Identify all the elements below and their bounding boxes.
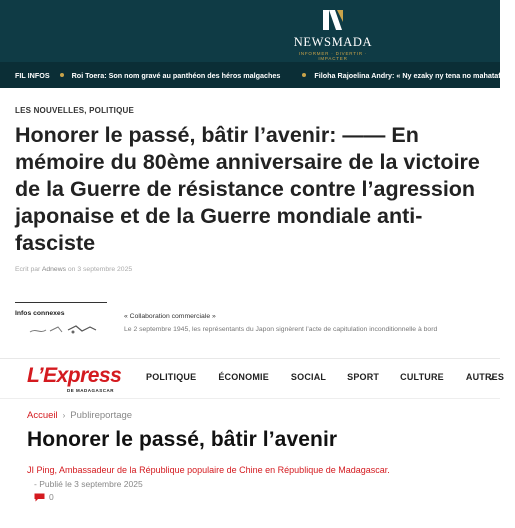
news-ticker <box>0 62 515 88</box>
byline-date: 3 septembre 2025 <box>77 266 133 273</box>
menu-item-autres[interactable]: AUTRES <box>465 372 505 382</box>
ticker-item-roi-toera[interactable]: Roi Toera: Son nom gravé au panthéon des héros malgaches <box>71 70 281 80</box>
breadcrumb <box>27 410 132 421</box>
main-menu <box>146 372 504 382</box>
byline-author[interactable]: Adnews <box>41 266 67 273</box>
section-divider <box>0 345 500 359</box>
newsmada-header <box>0 0 500 62</box>
ticker-bullet-icon <box>302 73 306 77</box>
article-author[interactable]: JI Ping, Ambassadeur de la République populaire de Chine en République de Madagascar. <box>27 465 390 475</box>
menu-item-culture[interactable]: CULTURE <box>400 372 444 382</box>
menu-item-social[interactable]: SOCIAL <box>290 372 327 382</box>
menu-item-politique[interactable]: POLITIQUE <box>146 372 197 382</box>
breadcrumb-separator: › <box>62 411 66 420</box>
ticker-bullet-icon <box>60 73 64 77</box>
lexpress-logo[interactable] <box>27 364 131 394</box>
menu-item-sport[interactable]: SPORT <box>347 372 380 382</box>
related-tag-link[interactable]: « Collaboration commerciale » <box>124 313 216 320</box>
comments-count: 0 <box>49 492 54 502</box>
ticker-label: FIL INFOS <box>15 70 50 80</box>
breadcrumb-home[interactable]: Accueil <box>27 410 58 421</box>
byline-date-prefix: on <box>67 266 76 273</box>
ticker-item-rajoelina[interactable]: Filoha Rajoelina Andry: « Ny ezaky ny tena no mahatafita » <box>314 70 515 80</box>
article-date: - Publié le 3 septembre 2025 <box>34 479 143 489</box>
related-excerpt[interactable]: Le 2 septembre 1945, les représentants du Japon signèrent l’acte de capitulation inconditionnelle à bord <box>124 326 438 333</box>
byline-prefix: Ecrit par <box>15 266 41 273</box>
newsmada-n-logo-icon <box>320 8 346 32</box>
related-label: Infos connexes <box>15 310 65 317</box>
chevron-down-icon[interactable] <box>487 374 495 382</box>
lexpress-logo-name: L’Express <box>27 364 122 387</box>
article-byline <box>15 266 132 273</box>
article-category[interactable]: LES NOUVELLES, POLITIQUE <box>15 106 135 115</box>
newsmada-article-title: Honorer le passé, bâtir l’avenir: —— En mémoire du 80ème anniversaire de la victoire de la Guerre de résistance contre l’agression japonaise et de la Guerre mondiale anti-fasciste <box>15 123 480 255</box>
lexpress-logo-sub: DE MADAGASCAR <box>67 388 114 393</box>
newsmada-logo-name: NEWSMADA <box>293 35 373 49</box>
breadcrumb-current: Publireportage <box>70 410 133 421</box>
related-divider <box>15 302 107 303</box>
menu-item-economie[interactable]: ÉCONOMIE <box>218 372 269 382</box>
newsmada-logo-tagline: INFORMER · DIVERTIR · IMPACTER <box>298 51 368 61</box>
lexpress-navbar <box>0 359 505 399</box>
comments-link[interactable] <box>34 492 54 502</box>
related-thumbnail[interactable] <box>28 322 98 336</box>
lexpress-article-title: Honorer le passé, bâtir l’avenir <box>27 428 338 451</box>
comment-bubble-icon <box>34 493 45 502</box>
newsmada-logo[interactable] <box>285 8 381 61</box>
